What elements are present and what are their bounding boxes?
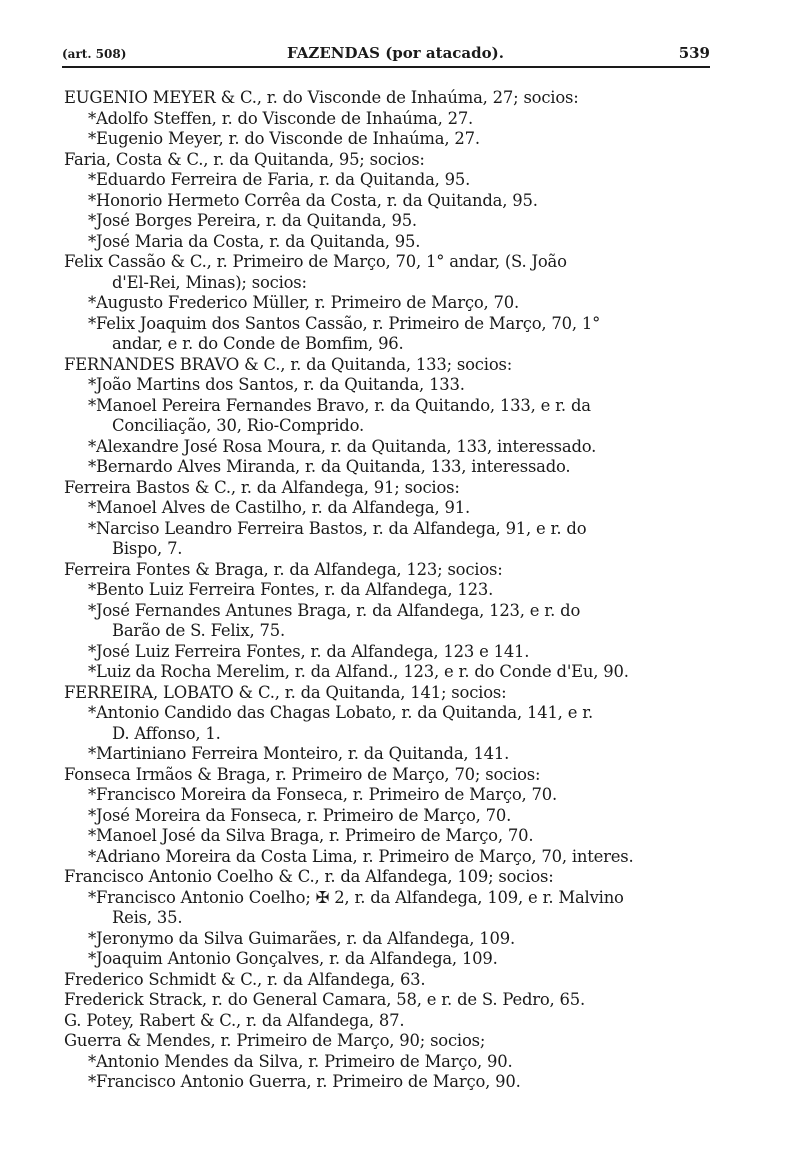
entry-line: andar, e r. do Conde de Bomfim, 96. [112,334,404,353]
entry-line: *Felix Joaquim dos Santos Cassão, r. Primeiro de Março, 70, 1° [88,313,601,333]
entry-line: d'El-Rei, Minas); socios: [112,272,307,292]
header-rule [62,66,710,68]
entry-line: *Bernardo Alves Miranda, r. da Quitanda, 133, interessado. [88,457,571,476]
entry-line: *Manoel Alves de Castilho, r. da Alfandega, 91. [88,498,470,517]
entry-line: FERNANDES BRAVO & C., r. da Quitanda, 133; socios: [64,354,513,374]
entry-line: *Eduardo Ferreira de Faria, r. da Quitanda, 95. [88,170,471,189]
entry-line: Guerra & Mendes, r. Primeiro de Março, 90; socios; [64,1031,486,1050]
entry-line: *Honorio Hermeto Corrêa da Costa, r. da Quitanda, 95. [88,190,538,210]
entry-line: *Francisco Antonio Coelho; ✠ 2, r. da Alfandega, 109, e r. Malvino [88,887,624,907]
entry-line: *Joaquim Antonio Gonçalves, r. da Alfandega, 109. [88,949,498,968]
entry-line: *Adolfo Steffen, r. do Visconde de Inhaúma, 27. [88,108,474,128]
entry-line: *Alexandre José Rosa Moura, r. da Quitanda, 133, interessado. [88,436,597,456]
entry-line: Ferreira Fontes & Braga, r. da Alfandega, 123; socios: [64,559,503,579]
entry-line: *Augusto Frederico Müller, r. Primeiro de Março, 70. [88,293,520,312]
entry-line: Frederico Schmidt & C., r. da Alfandega, 63. [64,969,426,989]
entry-line: G. Potey, Rabert & C., r. da Alfandega, 87. [64,1010,405,1030]
entry-line: *Narciso Leandro Ferreira Bastos, r. da Alfandega, 91, e r. do [88,518,587,538]
entry-line: *Jeronymo da Silva Guimarães, r. da Alfandega, 109. [88,928,515,948]
entry-line: *Antonio Mendes da Silva, r. Primeiro de Março, 90. [88,1051,513,1071]
entry-line: Felix Cassão & C., r. Primeiro de Março, 70, 1° andar, (S. João [64,252,567,271]
entry-line: *Adriano Moreira da Costa Lima, r. Primeiro de Março, 70, interes. [88,846,634,866]
page-header [62,44,710,66]
entry-line: Francisco Antonio Coelho & C., r. da Alfandega, 109; socios: [64,867,554,886]
entry-line: *Francisco Antonio Guerra, r. Primeiro de Março, 90. [88,1072,521,1091]
section-reference: (art. 508) [62,47,127,61]
entry-line: *José Borges Pereira, r. da Quitanda, 95. [88,211,417,230]
entry-line: *Luiz da Rocha Merelim, r. da Alfand., 123, e r. do Conde d'Eu, 90. [88,662,629,681]
section-title: FAZENDAS (por atacado). [287,44,504,62]
entry-line: EUGENIO MEYER & C., r. do Visconde de Inhaúma, 27; socios: [64,88,579,107]
entry-line: *Manoel Pereira Fernandes Bravo, r. da Quitando, 133, e r. da [88,395,591,415]
entry-line: Barão de S. Felix, 75. [112,621,285,640]
entry-line: *José Maria da Costa, r. da Quitanda, 95. [88,231,421,251]
entry-line: *João Martins dos Santos, r. da Quitanda, 133. [88,375,465,394]
entry-line: Faria, Costa & C., r. da Quitanda, 95; socios: [64,149,425,169]
entry-line: Conciliação, 30, Rio-Comprido. [112,416,364,435]
entry-line: *José Luiz Ferreira Fontes, r. da Alfandega, 123 e 141. [88,641,530,661]
entry-line: Frederick Strack, r. do General Camara, 58, e r. de S. Pedro, 65. [64,990,586,1009]
page-number: 539 [678,44,710,62]
entry-line: FERREIRA, LOBATO & C., r. da Quitanda, 141; socios: [64,682,507,702]
entry-line: *Martiniano Ferreira Monteiro, r. da Quitanda, 141. [88,744,510,763]
entry-line: *Eugenio Meyer, r. do Visconde de Inhaúma, 27. [88,129,480,148]
entry-line: Reis, 35. [112,908,183,927]
entry-line: *José Fernandes Antunes Braga, r. da Alfandega, 123, e r. do [88,600,581,620]
entry-line: *Manoel José da Silva Braga, r. Primeiro de Março, 70. [88,826,534,845]
entry-line: Fonseca Irmãos & Braga, r. Primeiro de Março, 70; socios: [64,764,541,784]
entry-line: *Antonio Candido das Chagas Lobato, r. da Quitanda, 141, e r. [88,703,594,722]
entry-line: *Bento Luiz Ferreira Fontes, r. da Alfandega, 123. [88,580,494,599]
entry-line: D. Affonso, 1. [112,723,221,743]
entry-line: *José Moreira da Fonseca, r. Primeiro de Março, 70. [88,805,512,825]
entry-line: Bispo, 7. [112,539,183,558]
entry-line: Ferreira Bastos & C., r. da Alfandega, 91; socios: [64,477,460,497]
entry-line: *Francisco Moreira da Fonseca, r. Primeiro de Março, 70. [88,785,558,804]
